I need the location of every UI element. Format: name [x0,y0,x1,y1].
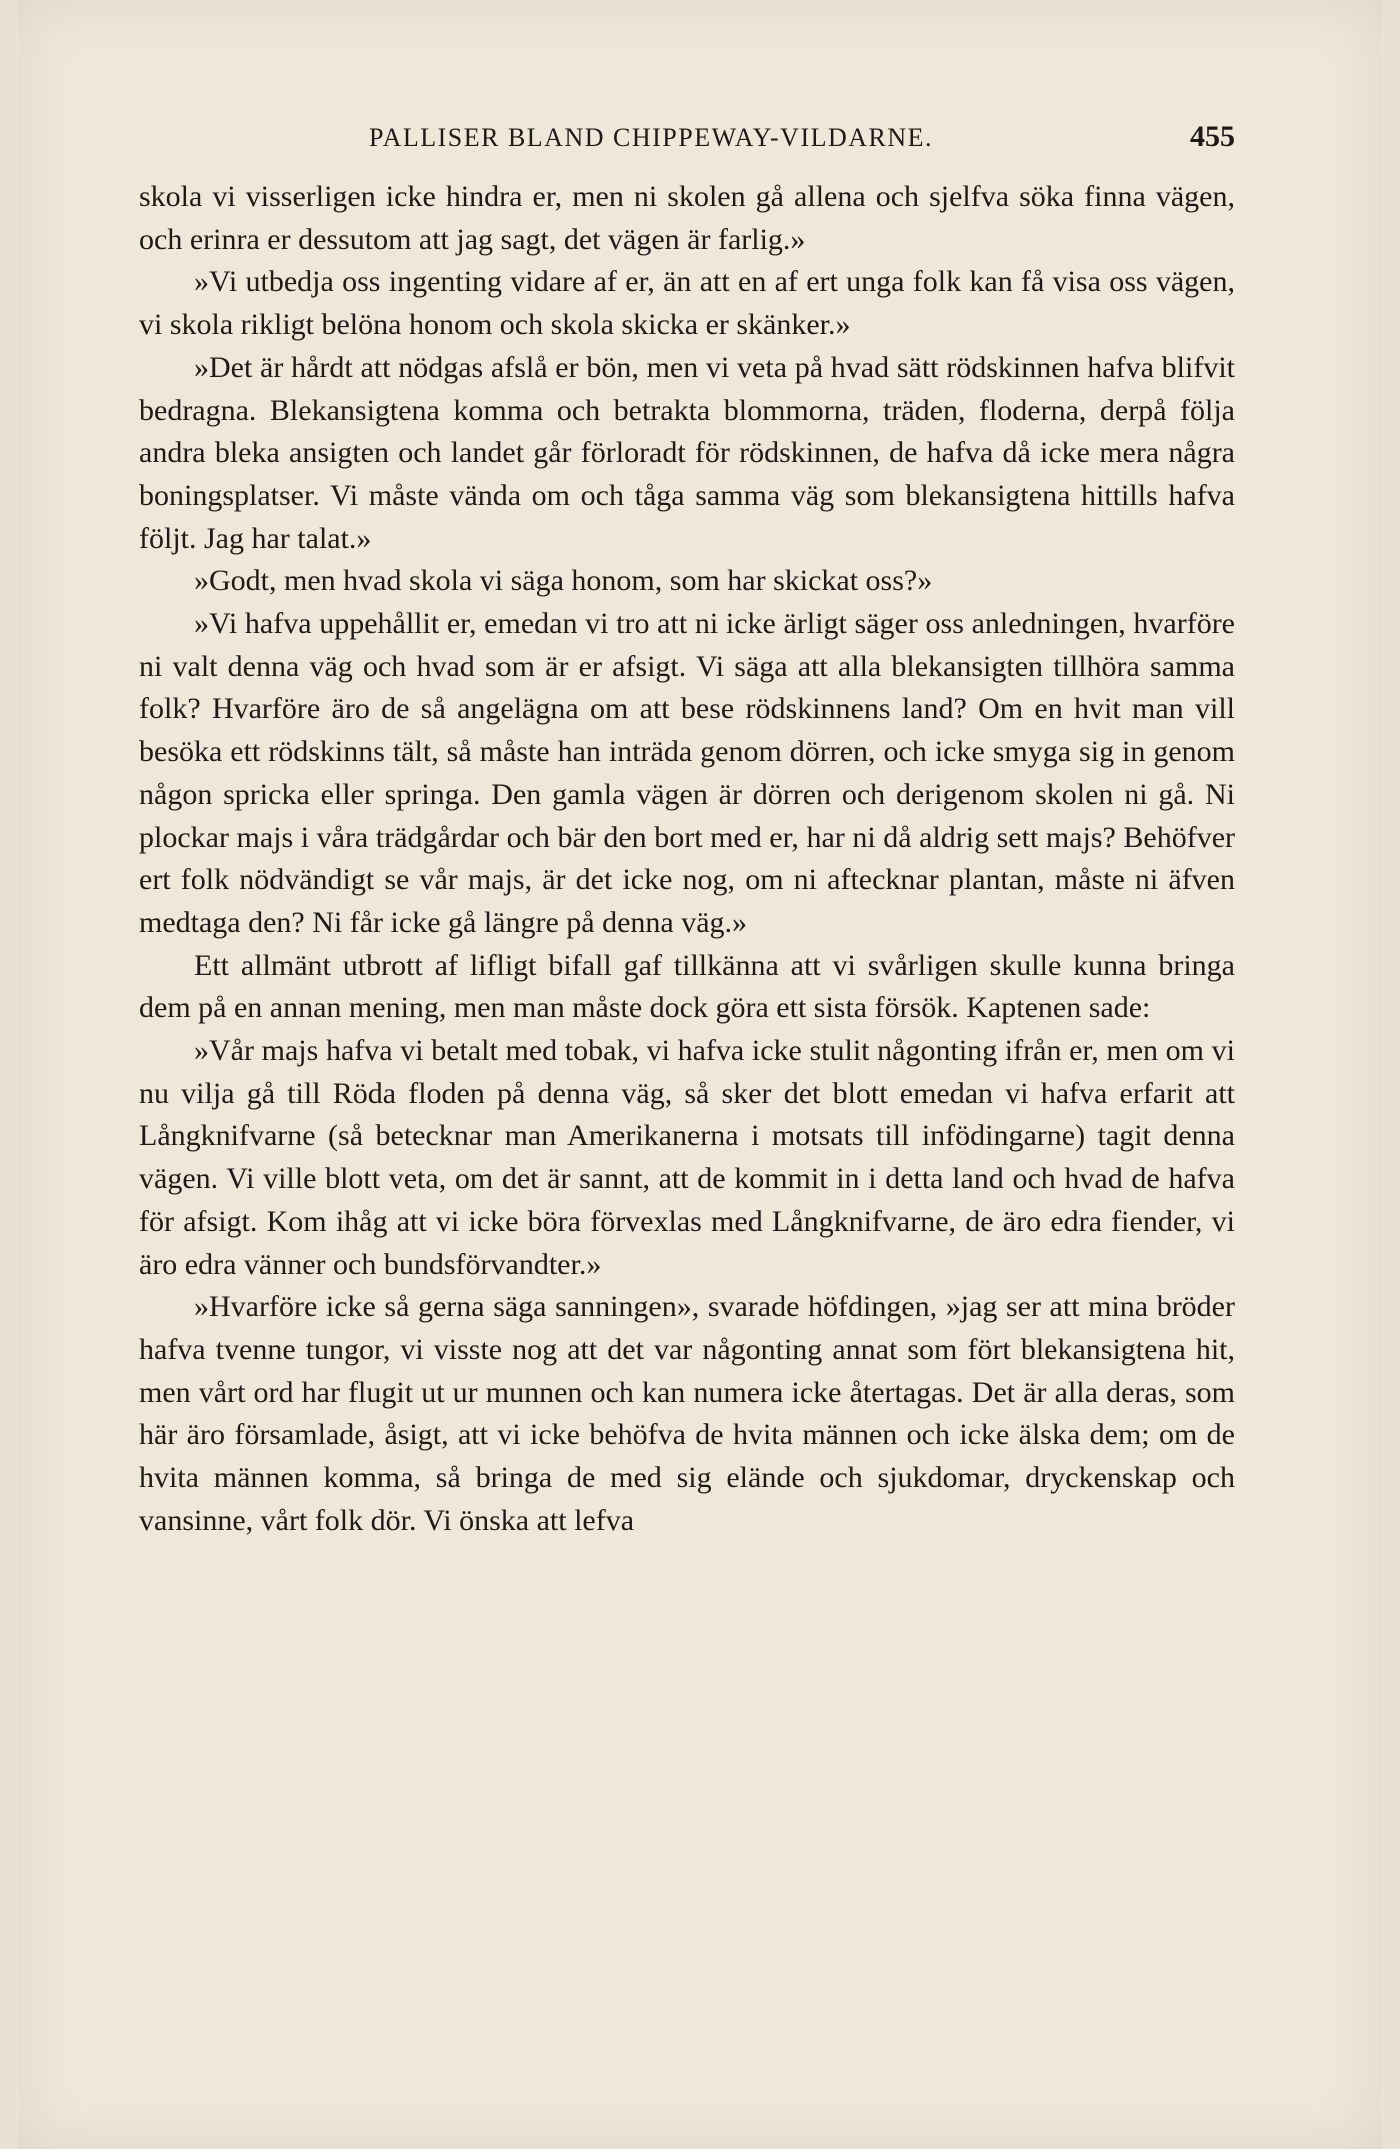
page-number: 455 [1190,120,1235,153]
paragraph: skola vi visserligen icke hindra er, men ni skolen gå allena och sjelfva söka finna vägen, och erinra er dessutom att jag sagt, det vägen är farlig.» [139,180,1235,256]
running-title: PALLISER BLAND CHIPPEWAY-VILDARNE. [369,123,934,152]
paragraph: »Vi hafva uppehållit er, emedan vi tro att ni icke ärligt säger oss anledningen, hvarföre ni valt denna väg och hvad som är er afsigt. Vi säga att alla blekansigten tillhöra samma folk? Hvarföre äro de så angelägna om att bese rödskinnens land? Om en hvit man vill besöka ett rödskinns tält, så måste han inträda genom dörren, och icke smyga sig in genom någon spricka eller springa. Den gamla vägen är dörren och derigenom skolen ni gå. Ni plockar majs i våra trädgårdar och bär den bort med er, har ni då aldrig sett majs? Behöfver ert folk nödvändigt se vår majs, är det icke nog, om ni aftecknar plantan, måste ni äfven medtaga den? Ni får icke gå längre på denna väg.» [139,607,1235,939]
paragraph: »Hvarföre icke så gerna säga sanningen», svarade höfdingen, »jag ser att mina bröder hafva tvenne tungor, vi visste nog att det var någonting annat som fört blekansigtena hit, men vårt ord har flugit ut ur munnen och kan numera icke återtagas. Det är alla deras, som här äro församlade, åsigt, att vi icke behöfva de hvita männen och icke älska dem; om de hvita männen komma, så bringa de med sig elände och sjukdomar, dryckenskap och vansinne, vårt folk dör. Vi önska att lefva [139,1290,1235,1537]
book-page [18,0,1382,2149]
paragraph: »Vår majs hafva vi betalt med tobak, vi hafva icke stulit någonting ifrån er, men om vi nu vilja gå till Röda floden på denna väg, så sker det blott emedan vi hafva erfarit att Långknifvarne (så betecknar man Amerikanerna i motsats till infödingarne) tagit denna vägen. Vi ville blott veta, om det är sannt, att de kommit in i detta land och hvad de hafva för afsigt. Kom ihåg att vi icke böra förvexlas med Långknifvarne, de äro edra fiender, vi äro edra vänner och bundsförvandter.» [139,1034,1235,1281]
paragraph: Ett allmänt utbrott af lifligt bifall gaf tillkänna att vi svårligen skulle kunna bringa dem på en annan mening, men man måste dock göra ett sista försök. Kaptenen sade: [139,948,1235,1025]
body-text [139,176,1235,1543]
page-header [139,120,1235,154]
text-block [139,120,1235,1543]
paragraph: »Vi utbedja oss ingenting vidare af er, än att en af ert unga folk kan få visa oss vägen, vi skola rikligt belöna honom och skola skicka er skänker.» [139,265,1235,342]
paragraph: »Godt, men hvad skola vi säga honom, som har skickat oss?» [194,564,933,598]
paragraph: »Det är hårdt att nödgas afslå er bön, men vi veta på hvad sätt rödskinnen hafva blifvit bedragna. Blekansigtena komma och betrakta blommorna, träden, floderna, derpå följa andra bleka ansigten och landet går förloradt för rödskinnen, de hafva då icke mera några boningsplatser. Vi måste vända om och tåga samma väg som blekansigtena hittills hafva följt. Jag har talat.» [139,350,1235,555]
